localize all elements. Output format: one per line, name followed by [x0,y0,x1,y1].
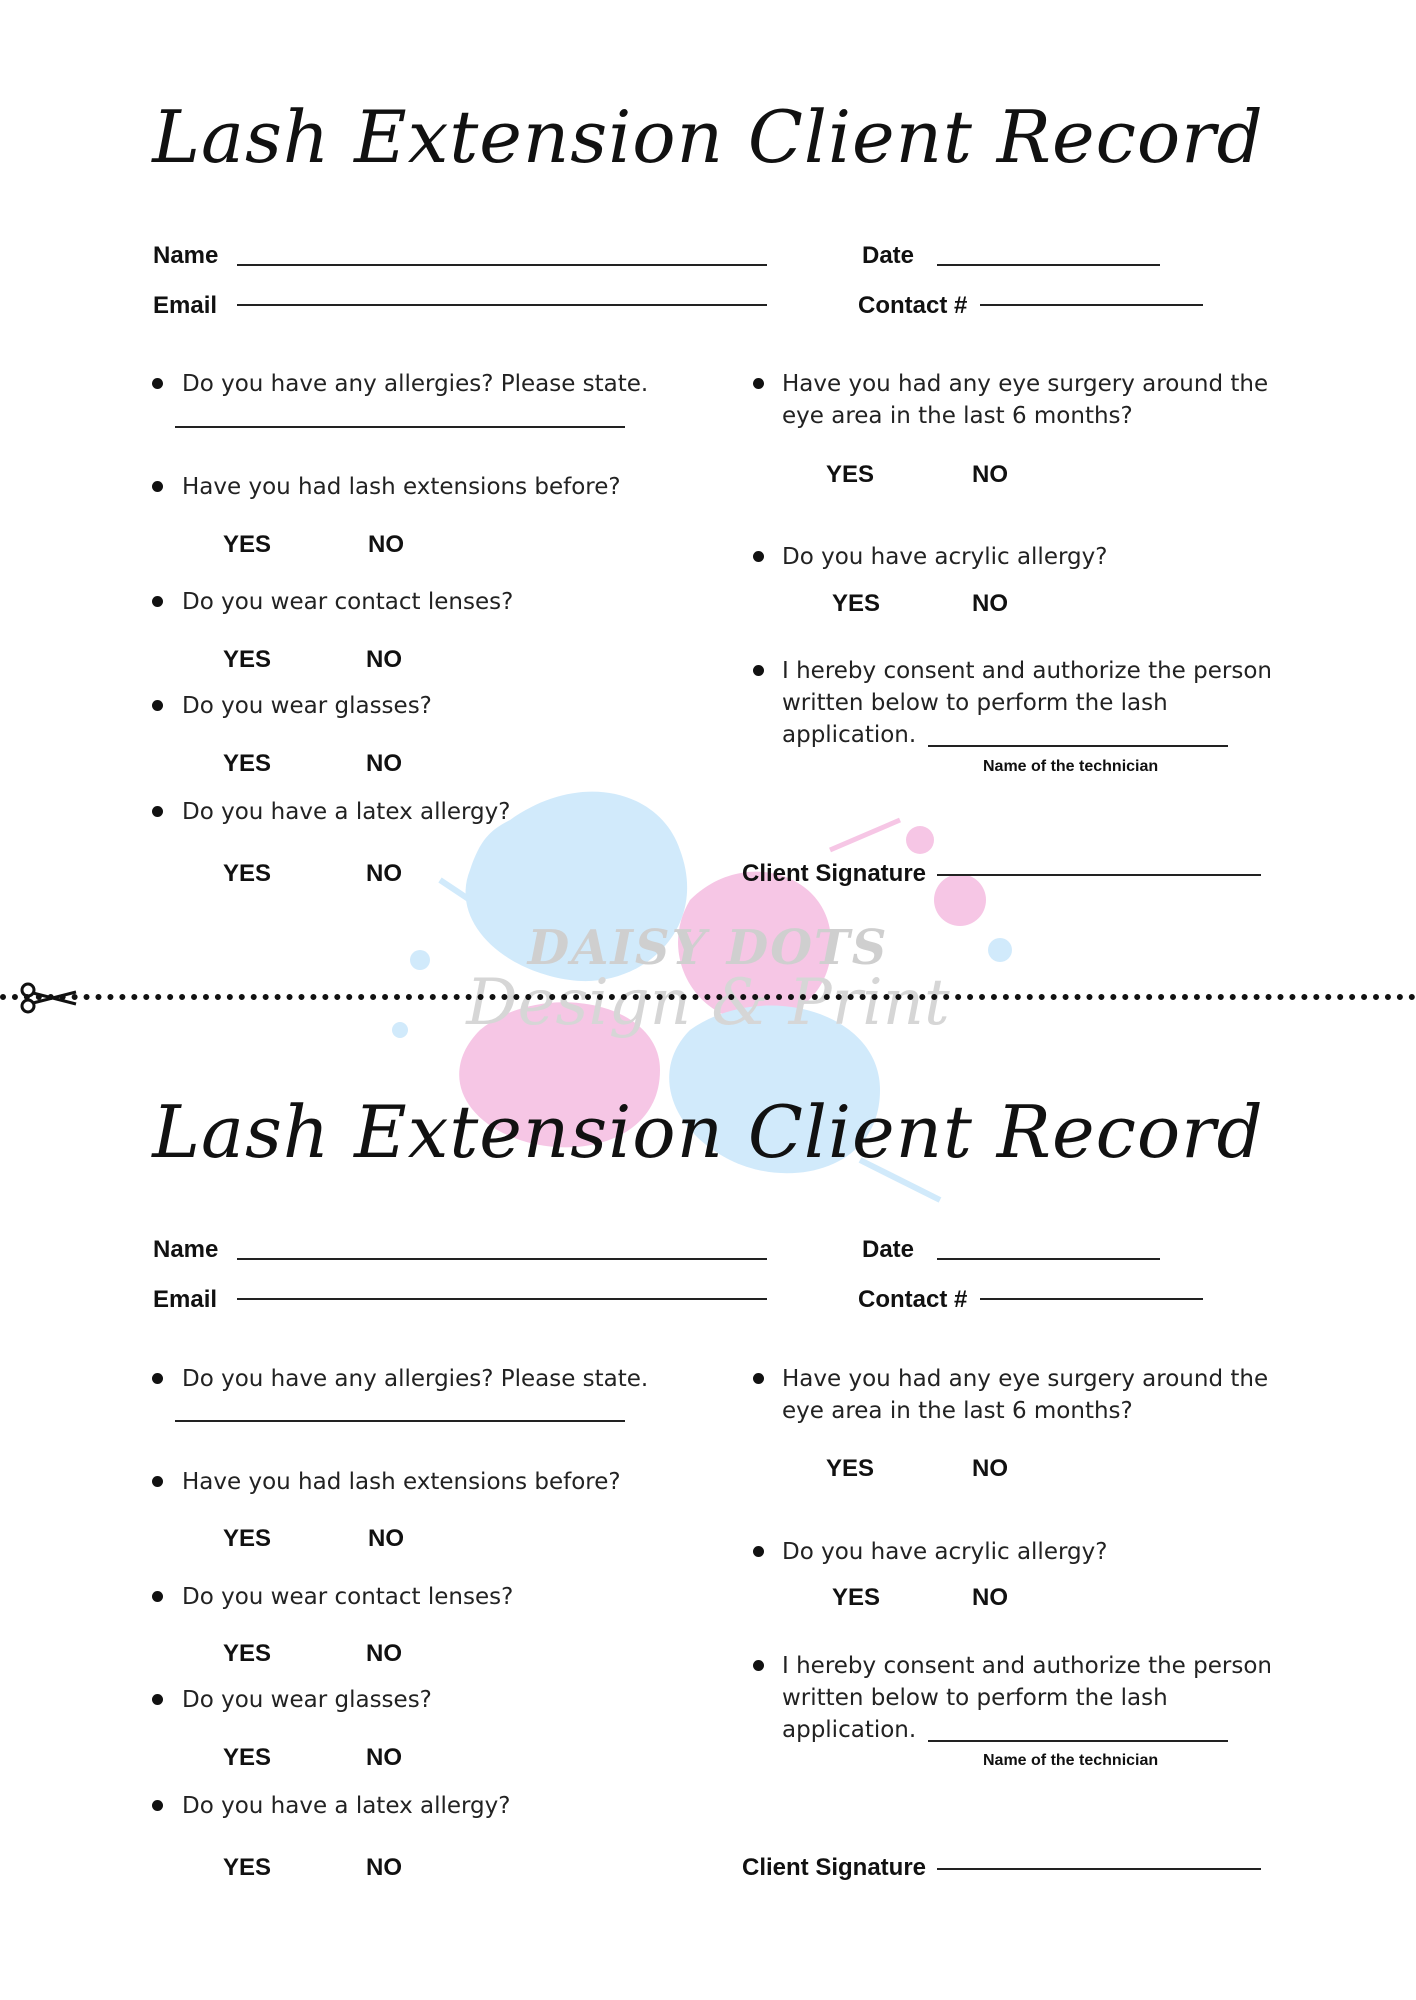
date-field[interactable] [937,1258,1160,1260]
glasses-yes-option[interactable]: YES [223,750,272,777]
eye-surgery-yes-option[interactable]: YES [826,1455,875,1482]
signature-field[interactable] [937,874,1261,876]
lenses-yes-option[interactable]: YES [223,1640,272,1667]
scissors-icon [18,980,80,1016]
question-acrylic: Do you have acrylic allergy? [782,1539,1108,1565]
question-glasses: Do you wear glasses? [182,1687,432,1713]
acrylic-yes-option[interactable]: YES [832,590,881,617]
latex-no-option[interactable]: NO [366,860,402,887]
question-lash-before: Have you had lash extensions before? [182,1469,621,1495]
bullet [753,1660,764,1671]
question-eye-surgery-line2: eye area in the last 6 months? [782,1398,1133,1424]
lash-before-no-option[interactable]: NO [368,531,404,558]
lash-before-no-option[interactable]: NO [368,1525,404,1552]
question-acrylic: Do you have acrylic allergy? [782,544,1108,570]
form-title: Lash Extension Client Record [152,1090,1264,1174]
technician-label: Name of the technician [983,1752,1159,1769]
latex-yes-option[interactable]: YES [223,1854,272,1881]
bullet [753,1546,764,1557]
bullet [753,665,764,676]
glasses-yes-option[interactable]: YES [223,1744,272,1771]
consent-line3: application. [782,722,917,748]
bullet [753,1373,764,1384]
bullet [152,1373,163,1384]
name-field[interactable] [237,264,767,266]
name-label: Name [153,1236,219,1263]
contact-field[interactable] [980,304,1203,306]
question-contact-lenses: Do you wear contact lenses? [182,589,514,615]
lash-before-yes-option[interactable]: YES [223,531,272,558]
bullet [152,378,163,389]
question-eye-surgery-line1: Have you had any eye surgery around the [782,1366,1269,1392]
allergies-answer-field[interactable] [175,426,625,428]
bullet [152,1591,163,1602]
bullet [152,700,163,711]
question-glasses: Do you wear glasses? [182,693,432,719]
question-allergies: Do you have any allergies? Please state. [182,371,649,397]
email-field[interactable] [237,304,767,306]
consent-line1: I hereby consent and authorize the person [782,1653,1272,1679]
contact-label: Contact # [858,292,968,319]
date-label: Date [862,1236,915,1263]
acrylic-no-option[interactable]: NO [972,1584,1008,1611]
technician-name-field[interactable] [928,1740,1228,1742]
consent-line3: application. [782,1717,917,1743]
name-field[interactable] [237,1258,767,1260]
technician-label: Name of the technician [983,758,1159,775]
date-label: Date [862,242,915,269]
lenses-yes-option[interactable]: YES [223,646,272,673]
question-eye-surgery-line1: Have you had any eye surgery around the [782,371,1269,397]
eye-surgery-yes-option[interactable]: YES [826,461,875,488]
signature-label: Client Signature [742,1854,927,1881]
glasses-no-option[interactable]: NO [366,1744,402,1771]
signature-label: Client Signature [742,860,927,887]
name-label: Name [153,242,219,269]
email-label: Email [153,292,218,319]
lenses-no-option[interactable]: NO [366,1640,402,1667]
technician-name-field[interactable] [928,745,1228,747]
eye-surgery-no-option[interactable]: NO [972,461,1008,488]
allergies-answer-field[interactable] [175,1420,625,1422]
watermark-text-tagline: Design & Print [466,966,950,1040]
consent-line2: written below to perform the lash [782,690,1168,716]
bullet [152,1800,163,1811]
bullet [152,596,163,607]
question-eye-surgery-line2: eye area in the last 6 months? [782,403,1133,429]
contact-label: Contact # [858,1286,968,1313]
cut-line [0,994,1416,1000]
signature-field[interactable] [937,1868,1261,1870]
eye-surgery-no-option[interactable]: NO [972,1455,1008,1482]
contact-field[interactable] [980,1298,1203,1300]
question-latex: Do you have a latex allergy? [182,1793,511,1819]
watermark-text-brand: DAISY DOTS [527,920,889,976]
latex-yes-option[interactable]: YES [223,860,272,887]
bullet [753,551,764,562]
latex-no-option[interactable]: NO [366,1854,402,1881]
consent-line2: written below to perform the lash [782,1685,1168,1711]
bullet [152,806,163,817]
bullet [753,378,764,389]
question-contact-lenses: Do you wear contact lenses? [182,1584,514,1610]
acrylic-yes-option[interactable]: YES [832,1584,881,1611]
bullet [152,481,163,492]
consent-line1: I hereby consent and authorize the person [782,658,1272,684]
acrylic-no-option[interactable]: NO [972,590,1008,617]
bullet [152,1476,163,1487]
lenses-no-option[interactable]: NO [366,646,402,673]
email-label: Email [153,1286,218,1313]
form-title: Lash Extension Client Record [152,95,1264,179]
date-field[interactable] [937,264,1160,266]
lash-before-yes-option[interactable]: YES [223,1525,272,1552]
glasses-no-option[interactable]: NO [366,750,402,777]
email-field[interactable] [237,1298,767,1300]
bullet [152,1694,163,1705]
question-latex: Do you have a latex allergy? [182,799,511,825]
question-lash-before: Have you had lash extensions before? [182,474,621,500]
question-allergies: Do you have any allergies? Please state. [182,1366,649,1392]
